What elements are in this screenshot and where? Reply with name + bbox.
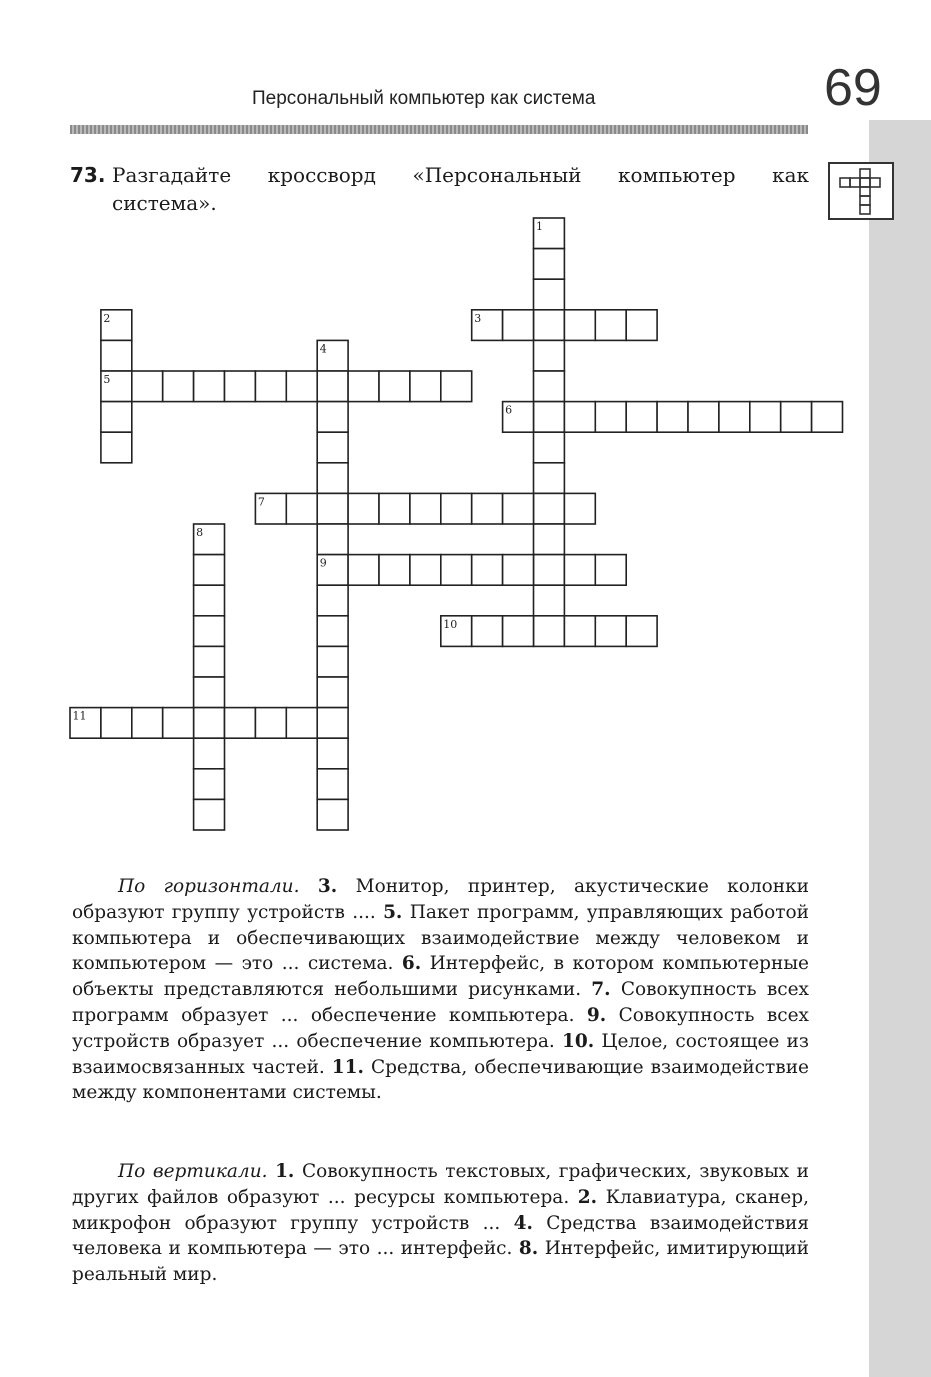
crossword-cell [163, 371, 194, 402]
crossword-cell [503, 310, 534, 341]
crossword-cell [595, 555, 626, 586]
clue-text: Совокупность текстовых, графических, звуковых и других файлов образуют ... ресурсы компьютера. [72, 1161, 809, 1208]
crossword-cell [626, 402, 657, 433]
crossword-cell [781, 402, 812, 433]
crossword-cell [317, 677, 348, 708]
crossword-cell [101, 708, 132, 739]
crossword-cell [595, 616, 626, 647]
crossword-cell [410, 555, 441, 586]
crossword-cell [503, 616, 534, 647]
crossword-cell [410, 371, 441, 402]
clue-number: 4. [513, 1212, 533, 1234]
crossword-cell [379, 493, 410, 524]
crossword-cell [317, 402, 348, 433]
clue-number: 7. [591, 979, 611, 1001]
crossword-number-8: 8 [196, 526, 204, 539]
crossword-cell [101, 340, 132, 371]
clue-number: 5. [383, 901, 403, 923]
crossword-number-6: 6 [505, 403, 513, 417]
crossword-cell [255, 371, 286, 402]
crossword-cell [441, 493, 472, 524]
crossword-number-7: 7 [257, 495, 265, 509]
crossword-cell [194, 708, 225, 739]
crossword-number-10: 10 [443, 617, 458, 631]
crossword-cell [194, 738, 225, 769]
crossword-number-3: 3 [474, 311, 482, 325]
crossword-cell [534, 616, 565, 647]
running-head: Персональный компьютер как система [252, 88, 596, 109]
crossword-cell [286, 371, 317, 402]
crossword-cell [564, 555, 595, 586]
crossword-cell [194, 555, 225, 586]
clues-across [72, 874, 809, 1106]
crossword-cell [317, 371, 348, 402]
clue-number: 3. [317, 876, 338, 897]
crossword-cell [194, 677, 225, 708]
clue-text: Монитор, принтер, акустические колонки образуют группу устройств .... [72, 876, 809, 923]
crossword-cell [286, 708, 317, 739]
crossword-cell [317, 646, 348, 677]
clue-text: Совокупность всех устройств образует ... обеспечение компьютера. [72, 1004, 809, 1052]
crossword-number-5: 5 [103, 373, 111, 386]
crossword-cell [503, 493, 534, 524]
crossword-number-2: 2 [103, 311, 111, 325]
crossword-cell [317, 708, 348, 739]
crossword-cell [348, 493, 379, 524]
crossword-cell [225, 708, 256, 739]
clue-text: Интерфейс, в котором компьютерные объекты представляются небольшими рисунками. [72, 953, 809, 1001]
crossword-cell [410, 493, 441, 524]
crossword-cell [194, 769, 225, 800]
crossword-number-9: 9 [319, 556, 327, 570]
clue-number: 2. [577, 1186, 598, 1208]
crossword-cell [534, 524, 565, 555]
task-text: Разгадайте кроссворд «Персональный компьютер как [112, 163, 809, 187]
crossword-cell [132, 371, 163, 402]
crossword-cell [472, 493, 503, 524]
crossword-cell [225, 371, 256, 402]
clues-heading: По горизонтали. [118, 876, 300, 897]
crossword-cell [132, 708, 163, 739]
crossword-cell [194, 799, 225, 830]
crossword-cell [534, 310, 565, 341]
task-text-continued: система». [112, 191, 217, 215]
crossword-cell [534, 432, 565, 463]
crossword-cell [317, 799, 348, 830]
clue-number: 8. [518, 1238, 539, 1260]
crossword-cell [812, 402, 843, 433]
crossword-cell [472, 555, 503, 586]
crossword-cell [317, 432, 348, 463]
crossword-cell [348, 555, 379, 586]
crossword-cell [534, 463, 565, 494]
crossword-cell [317, 585, 348, 616]
crossword-cell [101, 402, 132, 433]
clue-text: Средства взаимодействия человека и компьютера — это ... интерфейс. [72, 1212, 810, 1260]
crossword-cell [194, 371, 225, 402]
clue-text: Интерфейс, имитирующий реальный мир. [72, 1238, 809, 1286]
clue-text: Целое, состоящее из взаимосвязанных частей. [72, 1030, 809, 1078]
clue-number: 6. [401, 953, 422, 975]
clue-text: Совокупность всех программ образует ... обеспечение компьютера. [72, 979, 809, 1026]
crossword-cell [534, 402, 565, 433]
crossword-cell [503, 555, 534, 586]
crossword-cell [564, 616, 595, 647]
crossword-cell [534, 371, 565, 402]
crossword-cell [163, 708, 194, 739]
crossword-cell [317, 738, 348, 769]
crossword-cell [626, 616, 657, 647]
crossword-cell [472, 616, 503, 647]
crossword-cell [317, 493, 348, 524]
crossword-cell [534, 249, 565, 280]
crossword-cell [534, 279, 565, 310]
crossword-cell [379, 371, 410, 402]
clue-number: 9. [586, 1004, 607, 1026]
crossword-cell [441, 555, 472, 586]
crossword-cell [317, 463, 348, 494]
clue-text: Средства, обеспечивающие взаимодействие между компонентами системы. [72, 1056, 809, 1104]
crossword-cell [194, 646, 225, 677]
crossword-number-4: 4 [319, 342, 327, 356]
crossword-cell [688, 402, 719, 433]
crossword-cell [534, 493, 565, 524]
crossword-cell [317, 524, 348, 555]
crossword-cell [379, 555, 410, 586]
crossword-cell [626, 310, 657, 341]
crossword-cell [564, 310, 595, 341]
crossword-cell [317, 616, 348, 647]
clue-number: 1. [275, 1161, 295, 1182]
crossword-cell [255, 708, 286, 739]
crossword-cell [534, 555, 565, 586]
crossword-cell [564, 493, 595, 524]
crossword-cell [441, 371, 472, 402]
crossword-cell [348, 371, 379, 402]
crossword-cell [657, 402, 688, 433]
clues-down [72, 1159, 809, 1288]
crossword-cell [101, 432, 132, 463]
clue-number: 11. [331, 1056, 364, 1078]
crossword-cell [595, 310, 626, 341]
crossword-cell [286, 493, 317, 524]
crossword-cell [750, 402, 781, 433]
page-number: 69 [824, 59, 882, 117]
crossword-number-11: 11 [72, 709, 87, 723]
crossword-cell [317, 769, 348, 800]
crossword-cell [595, 402, 626, 433]
crossword-cell [534, 340, 565, 371]
clue-number: 10. [561, 1030, 595, 1052]
clues-heading: По вертикали. [118, 1161, 268, 1182]
crossword-cell [564, 402, 595, 433]
crossword-cell [719, 402, 750, 433]
clue-text: Клавиатура, сканер, микрофон образуют группу устройств ... [72, 1186, 809, 1234]
crossword-cell [534, 585, 565, 616]
clue-text: Пакет программ, управляющих работой компьютера и обеспечивающих взаимодействие между человеком и компьютером — это ... система. [72, 901, 809, 975]
crossword-number-1: 1 [536, 220, 543, 233]
crossword-cell [194, 616, 225, 647]
crossword-cell [194, 585, 225, 616]
task-number: 73. [70, 163, 106, 187]
